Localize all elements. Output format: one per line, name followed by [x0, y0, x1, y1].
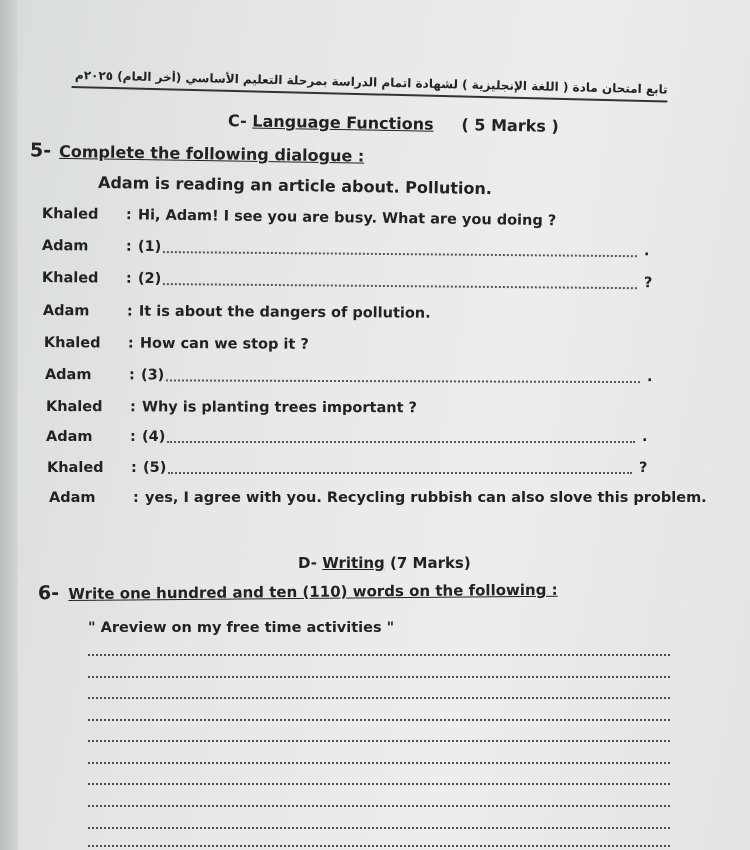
speaker-colon: : — [125, 270, 132, 287]
speaker-colon: : — [131, 460, 137, 476]
page-fold-shadow — [0, 0, 18, 850]
blank-number: (4) — [142, 429, 166, 445]
writing-line[interactable] — [88, 783, 670, 785]
section-c-letter: C- — [227, 111, 247, 131]
speaker-colon: : — [128, 367, 135, 384]
writing-line[interactable] — [88, 654, 670, 656]
blank-number: (3) — [140, 367, 165, 384]
dialogue-text: How can we stop it ? — [139, 335, 309, 353]
section-d-letter: D- — [298, 554, 317, 572]
dialogue-text: yes, I agree with you. Recycling rubbish can also slove this problem. — [145, 490, 707, 506]
speaker-name: Adam — [42, 303, 90, 320]
writing-line[interactable] — [88, 845, 670, 847]
question-5-heading — [30, 139, 365, 166]
dialogue-text: Hi, Adam! I see you are busy. What are you doing ? — [137, 207, 557, 230]
section-d-title: Writing — [322, 554, 385, 572]
answer-blank-1[interactable] — [163, 251, 637, 257]
question-6-instruction: Write one hundred and ten (110) words on the following : — [68, 580, 558, 604]
speaker-colon: : — [125, 207, 132, 224]
question-6-heading — [38, 578, 558, 605]
speaker-name: Adam — [44, 367, 92, 384]
speaker-name: Khaled — [45, 399, 103, 416]
blank-number: (2) — [137, 270, 162, 288]
section-c-marks: ( 5 Marks ) — [461, 115, 559, 136]
blank-end-mark: . — [643, 243, 650, 260]
writing-line[interactable] — [88, 805, 670, 807]
blank-number: (5) — [143, 460, 167, 476]
speaker-colon: : — [133, 490, 139, 506]
dialogue-text: It is about the dangers of pollution. — [138, 303, 431, 322]
exam-header-arabic: تابع امتحان مادة ( اللغة الإنجليزية ) لشهادة اتمام الدراسة بمرحلة التعليم الأساسي (أخر العام) ٢٠٢٥م — [72, 68, 668, 103]
speaker-name: Adam — [46, 429, 93, 445]
answer-blank-4[interactable] — [167, 441, 635, 443]
blank-end-mark: . — [646, 369, 653, 386]
dialogue-intro: Adam is reading an article about. Pollution. — [97, 172, 493, 199]
writing-line[interactable] — [88, 740, 670, 742]
section-d-marks: (7 Marks) — [390, 554, 471, 572]
writing-line[interactable] — [88, 719, 670, 721]
question-5-number: 5- — [29, 139, 52, 162]
section-d-heading — [298, 554, 471, 572]
blank-end-mark: . — [642, 429, 648, 445]
speaker-name: Adam — [49, 490, 96, 506]
speaker-colon: : — [127, 335, 134, 352]
answer-blank-2[interactable] — [163, 283, 637, 289]
section-c-heading — [228, 111, 559, 136]
speaker-colon: : — [130, 429, 136, 445]
speaker-colon: : — [129, 399, 136, 416]
question-5-instruction: Complete the following dialogue : — [58, 141, 365, 166]
speaker-colon: : — [125, 238, 132, 255]
answer-blank-3[interactable] — [166, 379, 640, 383]
speaker-name: Khaled — [47, 460, 104, 476]
speaker-name: Khaled — [41, 206, 99, 223]
blank-number: (1) — [137, 238, 162, 256]
speaker-name: Adam — [41, 238, 89, 255]
writing-line[interactable] — [88, 697, 670, 699]
writing-line[interactable] — [88, 762, 670, 764]
blank-end-mark: ? — [639, 460, 648, 476]
writing-line[interactable] — [88, 676, 670, 678]
speaker-name: Khaled — [43, 335, 101, 352]
writing-line[interactable] — [88, 827, 670, 829]
answer-blank-5[interactable] — [168, 472, 632, 474]
writing-topic: " Areview on my free time activities " — [88, 620, 395, 636]
question-6-number: 6- — [37, 582, 60, 605]
speaker-colon: : — [126, 303, 133, 320]
blank-end-mark: ? — [643, 275, 653, 292]
speaker-name: Khaled — [41, 270, 99, 287]
dialogue-text: Why is planting trees important ? — [141, 399, 418, 417]
section-c-title: Language Functions — [252, 111, 434, 134]
